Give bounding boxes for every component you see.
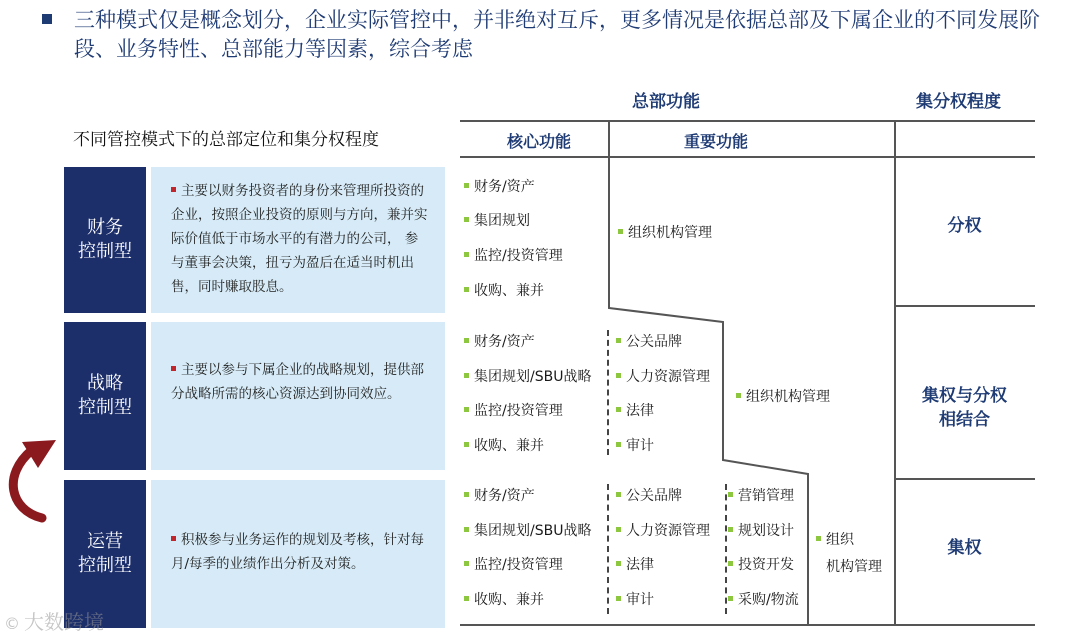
row-desc-strategic [151,322,445,470]
important-item: 规划设计 [728,520,794,540]
left-title: 不同管控模式下的总部定位和集分权程度 [73,130,379,150]
important-item: 人力资源管理 [616,366,710,386]
row-desc-text: 积极参与业务运作的规划及考核，针对每月/每季的业绩作出分析及对策。 [171,532,424,572]
dashed-divider [607,484,609,614]
important-item: 营销管理 [728,485,794,505]
row-label-line2: 控制型 [78,555,132,576]
row-label-line2: 控制型 [78,397,132,418]
red-bullet-icon [171,536,176,541]
row-label-line1: 运营 [87,531,123,552]
dashed-divider [607,330,609,455]
degree-centralized: 集权 [947,538,982,558]
watermark [4,606,104,635]
core-item: 监控/投资管理 [464,245,563,265]
degree-line1: 集权与分权 [922,386,1007,406]
important-item: 人力资源管理 [616,520,710,540]
important-item: 公关品牌 [616,331,682,351]
important-function-title: 重要功能 [684,132,749,151]
grid-line-degree-row1 [894,305,1035,307]
core-item: 监控/投资管理 [464,400,563,420]
core-item: 财务/资产 [464,485,535,505]
important-item: 采购/物流 [728,589,799,609]
curved-arrow-icon [0,430,70,530]
degree-line2: 相结合 [939,410,990,430]
row-desc-text: 主要以财务投资者的身份来管理所投资的企业，按照企业投资的原则与方向，兼并实际价值低于市场水平的有潜力的公司， 参与董事会决策，扭亏为盈后在适当时机出售，同时赚取股息。 [171,183,428,295]
important-item: 审计 [616,435,654,455]
watermark-text: 大数跨境 [24,610,104,634]
row-label-line1: 财务 [87,217,123,238]
core-item: 监控/投资管理 [464,554,563,574]
degree-decentralized: 分权 [947,216,982,236]
important-item: 法律 [616,400,654,420]
red-bullet-icon [171,366,176,371]
core-item: 集团规划 [464,210,530,230]
core-item: 财务/资产 [464,331,535,351]
core-item: 收购、兼并 [464,280,544,300]
important-item: 组织 [816,529,854,549]
header-bullet-icon [42,14,52,24]
core-item: 财务/资产 [464,176,535,196]
grid-line-top [460,120,1035,122]
important-item: 法律 [616,554,654,574]
important-item-continued: 机构管理 [826,559,882,575]
important-item: 组织机构管理 [618,222,712,242]
hq-function-title: 总部功能 [632,92,700,112]
grid-line-degree-row2 [894,478,1035,480]
watermark-logo-icon: © [4,614,20,633]
row-label-line1: 战略 [87,373,123,394]
row-label-strategic [64,322,146,470]
row-desc-text: 主要以参与下属企业的战略规划，提供部分战略所需的核心资源达到协同效应。 [171,362,424,402]
centralization-title: 集分权程度 [916,92,1001,112]
core-item: 集团规划/SBU战略 [464,366,591,386]
row-label-financial [64,167,146,313]
important-item: 组织机构管理 [736,386,830,406]
row-desc-operational [151,480,445,628]
important-item: 公关品牌 [616,485,682,505]
important-item: 投资开发 [728,554,794,574]
core-item: 收购、兼并 [464,589,544,609]
header-bullet-text: 三种模式仅是概念划分，企业实际管控中，并非绝对互斥，更多情况是依据总部及下属企业的不同发展阶段、业务特性、总部能力等因素，综合考虑 [74,8,1040,61]
row-label-line2: 控制型 [78,241,132,262]
core-function-title: 核心功能 [507,132,572,151]
core-item: 集团规划/SBU战略 [464,520,591,540]
red-bullet-icon [171,187,176,192]
dashed-divider [725,484,727,614]
row-desc-financial [151,167,445,313]
important-item: 审计 [616,589,654,609]
degree-mixed [894,384,1035,432]
core-item: 收购、兼并 [464,435,544,455]
